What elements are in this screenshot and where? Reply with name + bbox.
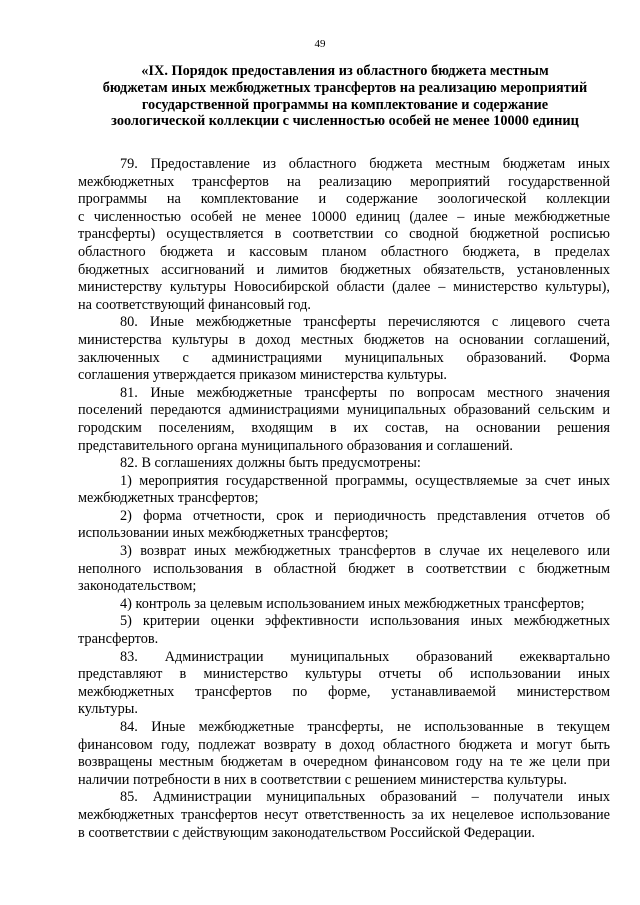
paragraph-line: трансфертов. <box>78 631 159 648</box>
paragraph-line: 80. Иные межбюджетные трансферты перечисляются с лицевого счета <box>120 314 610 331</box>
paragraph-line: с численностью особей не менее 10000 единиц (далее – иные межбюджетные <box>78 208 610 225</box>
page-number: 49 <box>314 38 326 50</box>
paragraph-line: 83. Администрации муниципальных образований ежеквартально <box>120 648 610 665</box>
heading-line: бюджетам иных межбюджетных трансфертов на реализацию мероприятий <box>102 79 588 96</box>
paragraph-line: представляют в министерство культуры отчеты об использовании иных <box>78 666 610 683</box>
document-body <box>78 156 610 842</box>
paragraph-line: 84. Иные межбюджетные трансферты, не использованные в текущем <box>120 719 610 735</box>
paragraph-line: финансовом году, подлежат возврату в доход областного бюджета и могут быть <box>78 736 610 753</box>
paragraph-line: межбюджетных трансфертов по форме, устанавливаемой министерством <box>78 683 610 700</box>
paragraph-line: культуры. <box>78 701 138 718</box>
paragraph-line: городским поселениям, входящим в их состав, на основании решения <box>78 419 610 436</box>
paragraph-line: неполного использования в областной бюджет в соответствии с бюджетным <box>78 560 610 577</box>
paragraph-line: 81. Иные межбюджетные трансферты по вопросам местного значения <box>120 384 610 401</box>
paragraph-line: заключенных с администрациями муниципальных образований. Форма <box>78 349 610 366</box>
paragraph <box>78 649 610 719</box>
paragraph-line: программы на комплектование и содержание зоологической коллекции <box>78 191 610 208</box>
paragraph-line: трансферты) осуществляется в соответствии со сводной бюджетной росписью <box>78 226 610 243</box>
paragraph-line: министерству культуры Новосибирской области (далее – министерство культуры), <box>78 279 610 296</box>
paragraph-line: возвращены местным бюджетам в очередном финансовом году на те же цели при <box>78 754 610 771</box>
paragraph-line: межбюджетных трансфертов; <box>78 490 259 507</box>
paragraph-line: 79. Предоставление из областного бюджета местным бюджетам иных <box>120 156 610 172</box>
section-heading <box>78 63 612 130</box>
paragraph-line: 5) критерии оценки эффективности использования иных межбюджетных <box>120 613 610 630</box>
paragraph-line: соглашения утверждается приказом министерства культуры. <box>78 367 447 384</box>
paragraph <box>78 156 610 314</box>
paragraph-line: областного бюджета и кассовым планом областного бюджета, в пределах <box>78 243 610 260</box>
paragraph-line: на соответствующий финансовый год. <box>78 296 312 313</box>
paragraph-line: межбюджетных трансфертов на реализацию мероприятий государственной <box>78 173 610 190</box>
heading-line: «IX. Порядок предоставления из областного бюджета местным <box>141 63 549 79</box>
paragraph <box>78 596 610 614</box>
paragraph-line: 2) форма отчетности, срок и периодичность представления отчетов об <box>120 507 610 524</box>
paragraph-line: использовании иных межбюджетных трансфертов; <box>78 525 389 542</box>
paragraph-line: законодательством; <box>78 578 197 595</box>
paragraph <box>78 613 610 648</box>
paragraph <box>78 543 610 596</box>
paragraph <box>78 789 610 842</box>
paragraph-line: министерства культуры в доход местных бюджетов на основании соглашений, <box>78 331 610 348</box>
heading-line: государственной программы на комплектование и содержание <box>141 96 549 113</box>
paragraph-line: в соответствии с действующим законодательством Российской Федерации. <box>78 824 535 841</box>
paragraph-line: межбюджетных трансфертов несут ответственность за их нецелевое использование <box>78 806 610 823</box>
paragraph-line: 4) контроль за целевым использованием иных межбюджетных трансфертов; <box>120 595 585 612</box>
paragraph <box>78 314 610 384</box>
paragraph-line: поселений передаются администрациями муниципальных образований сельским и <box>78 402 610 419</box>
paragraph <box>78 385 610 455</box>
paragraph-line: бюджетных ассигнований и лимитов бюджетных обязательств, установленных <box>78 261 610 278</box>
paragraph-line: представительного органа муниципального образования и соглашений. <box>78 437 513 454</box>
heading-line: зоологической коллекции с численностью особей не менее 10000 единиц <box>111 113 579 130</box>
paragraph <box>78 473 610 508</box>
paragraph-line: наличии потребности в них в соответствии с решением министерства культуры. <box>78 771 567 788</box>
paragraph <box>78 508 610 543</box>
paragraph-line: 82. В соглашениях должны быть предусмотрены: <box>120 455 421 472</box>
paragraph-line: 3) возврат иных межбюджетных трансфертов в случае их нецелевого или <box>120 543 610 560</box>
paragraph-line: 85. Администрации муниципальных образований – получатели иных <box>120 789 610 806</box>
paragraph <box>78 455 610 473</box>
paragraph <box>78 719 610 789</box>
paragraph-line: 1) мероприятия государственной программы, осуществляемые за счет иных <box>120 472 610 489</box>
